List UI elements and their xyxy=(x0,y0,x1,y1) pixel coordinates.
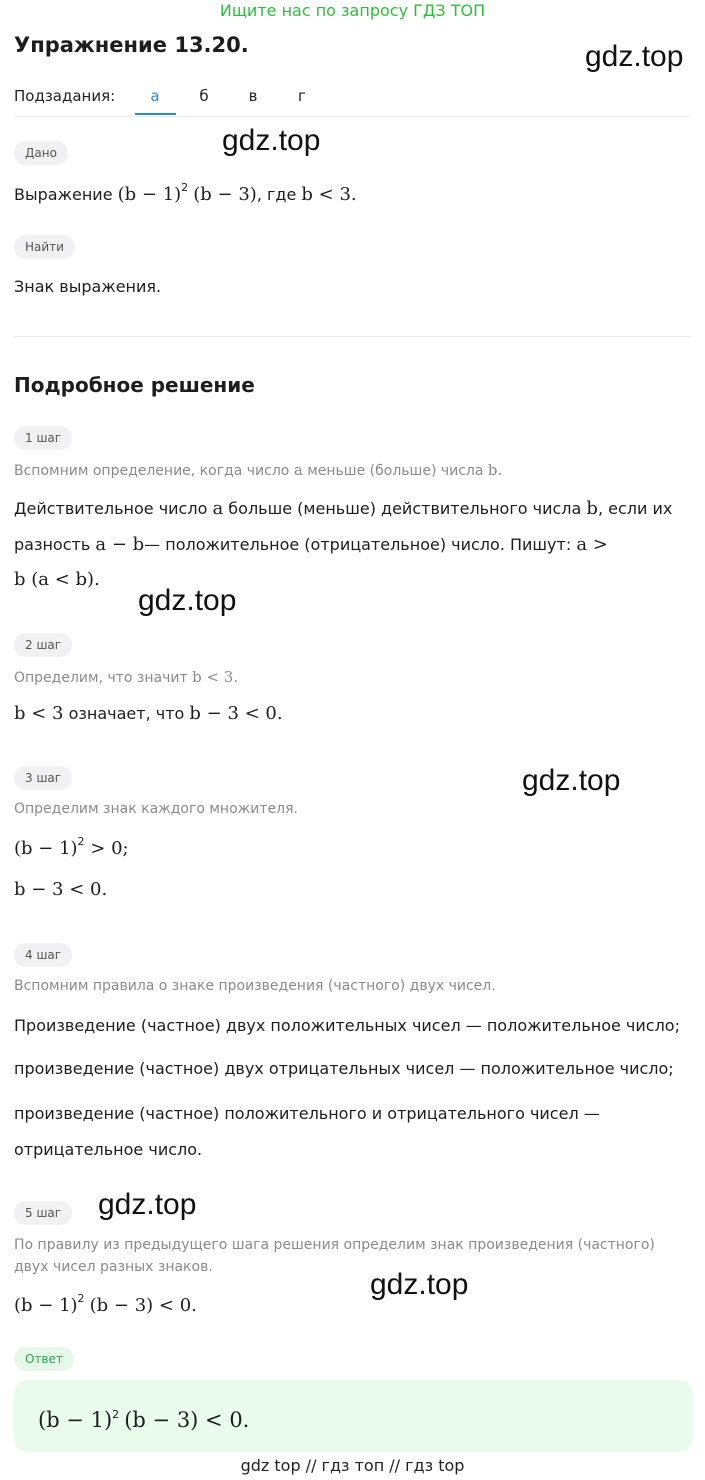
divider xyxy=(14,336,691,337)
watermark: gdz.top xyxy=(138,584,237,617)
step-5-hint-1: По правилу из предыдущего шага решения определим знак произведения (частного) xyxy=(14,1237,655,1253)
footer-links[interactable]: gdz top // гдз топ // гдз top xyxy=(240,1456,465,1475)
step-2-hint: Определим, что значит b < 3. xyxy=(14,668,239,686)
step-1-line-3: b (a < b). xyxy=(14,569,100,590)
active-tab-indicator xyxy=(135,113,176,115)
solution-title: Подробное решение xyxy=(14,373,255,397)
step-4-line-4: отрицательное число. xyxy=(14,1140,203,1159)
step-4-line-1: Произведение (частное) двух положительных чисел — положительное число; xyxy=(14,1016,680,1035)
step-2-line: b < 3 означает, что b − 3 < 0. xyxy=(14,703,283,724)
answer-expression: $(b - 1)^2$ (b − 3) < 0. xyxy=(38,1408,250,1432)
given-badge: Дано xyxy=(14,141,68,165)
watermark: gdz.top xyxy=(222,124,321,157)
step-1-line-1: Действительное число a больше (меньше) действительного числа b, если их xyxy=(14,498,673,519)
step-1-line-2: разность a − b— положительное (отрицательное) число. Пишут: a > xyxy=(14,534,608,555)
page-title: Упражнение 13.20. xyxy=(14,33,249,57)
watermark: gdz.top xyxy=(522,764,621,797)
step-4-line-3: произведение (частное) положительного и отрицательного чисел — xyxy=(14,1104,600,1123)
divider xyxy=(14,116,691,117)
tab-subtask-a[interactable]: а xyxy=(150,87,160,105)
find-text: Знак выражения. xyxy=(14,277,162,296)
answer-badge: Ответ xyxy=(14,1347,74,1371)
tab-subtask-g[interactable]: г xyxy=(298,87,306,105)
step-3-badge: 3 шаг xyxy=(14,766,72,790)
step-3-line-2: b − 3 < 0. xyxy=(14,879,108,900)
step-5-badge: 5 шаг xyxy=(14,1201,72,1225)
step-1-badge: 1 шаг xyxy=(14,426,72,450)
watermark: gdz.top xyxy=(370,1268,469,1301)
step-3-hint: Определим знак каждого множителя. xyxy=(14,801,298,817)
watermark: gdz.top xyxy=(98,1188,197,1221)
step-2-badge: 2 шаг xyxy=(14,633,72,657)
given-text: Выражение $(b - 1)^2$ (b − 3), где b < 3. xyxy=(14,181,357,205)
step-4-badge: 4 шаг xyxy=(14,943,72,967)
step-4-hint: Вспомним правила о знаке произведения (частного) двух чисел. xyxy=(14,978,496,994)
tab-subtask-v[interactable]: в xyxy=(248,87,258,105)
step-3-line-1: $(b - 1)^2 > 0$; xyxy=(14,835,129,859)
step-4-line-2: произведение (частное) двух отрицательных чисел — положительное число; xyxy=(14,1059,674,1078)
step-1-hint: Вспомним определение, когда число a меньше (больше) числа b. xyxy=(14,461,503,479)
step-5-hint-2: двух чисел разных знаков. xyxy=(14,1259,213,1275)
find-badge: Найти xyxy=(14,235,75,259)
watermark: gdz.top xyxy=(585,40,684,73)
tab-subtask-b[interactable]: б xyxy=(199,87,209,105)
step-5-expression: $(b - 1)^2$ (b − 3) < 0. xyxy=(14,1292,197,1316)
subtasks-label: Подзадания: xyxy=(14,87,116,105)
search-banner[interactable]: Ищите нас по запросу ГДЗ ТОП xyxy=(219,1,486,20)
